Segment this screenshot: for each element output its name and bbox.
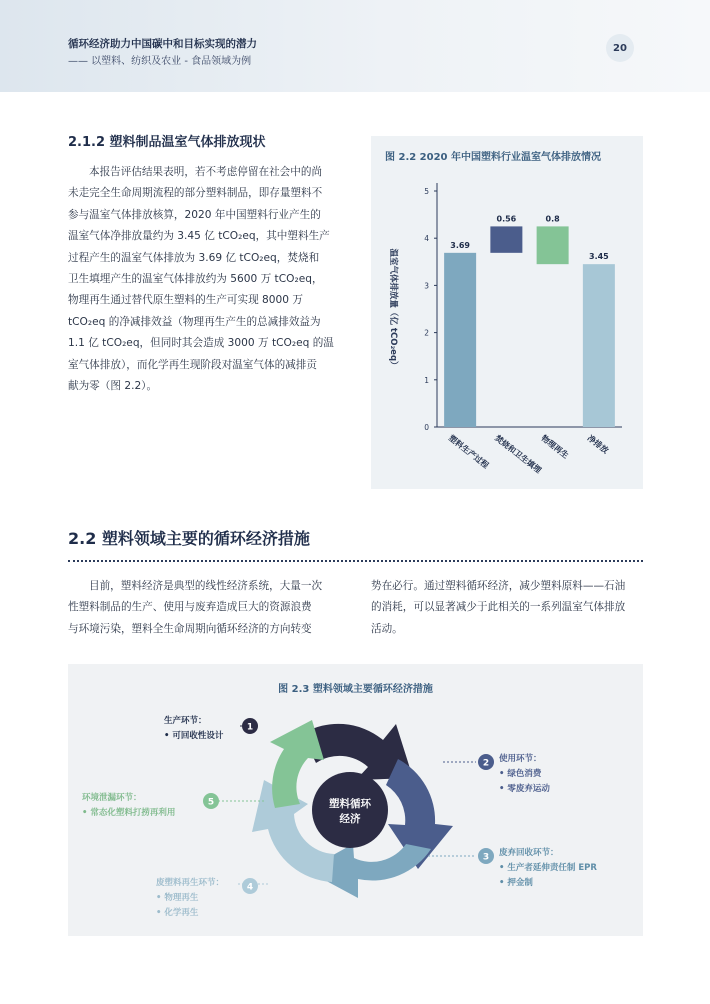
paragraph-line: 性塑料制品的生产、使用与废弃造成巨大的资源浪费 (68, 601, 312, 614)
paragraph-line: 1.1 亿 tCO₂eq，但同时其会造成 3000 万 tCO₂eq 的温 (68, 337, 334, 350)
report-title: 循环经济助力中国碳中和目标实现的潜力 (68, 38, 257, 50)
paragraph-line: 活动。 (371, 622, 403, 635)
cycle-center-circle (312, 772, 388, 848)
paragraph-line: 未走完全生命周期流程的部分塑料制品，即存量塑料不 (68, 187, 323, 200)
stage-4-label: 废塑料再生环节： • 物理再生 • 化学再生 (156, 878, 225, 918)
stage-3-number: 3 (482, 852, 490, 863)
bar-value-label: 0.8 (545, 214, 560, 224)
bar-value-label: 3.69 (450, 240, 470, 250)
y-tick-label: 5 (424, 187, 429, 196)
bar-value-label: 0.56 (496, 214, 517, 224)
paragraph-line: 势在必行。通过塑料循环经济，减少塑料原料——石油 (371, 580, 626, 592)
paragraph-line: 与环境污染，塑料全生命周期向循环经济的方向转变 (68, 622, 312, 635)
paragraph-line: 卫生填埋产生的温室气体排放约为 5600 万 tCO₂eq， (68, 273, 323, 286)
bar-4 (583, 264, 615, 427)
paragraph-line: 物理再生通过替代原生塑料的生产可实现 8000 万 (68, 294, 303, 307)
stage-4-number: 4 (246, 882, 254, 893)
category-label: 焚烧和卫生填埋 (493, 433, 543, 476)
stage-2-number: 2 (482, 758, 490, 769)
stage-3-label: 废弃回收环节： • 生产者延伸责任制 EPR • 押金制 (499, 848, 597, 888)
page-number: 20 (606, 34, 634, 62)
stage-5-label: 环境泄漏环节： • 常态化塑料打捞再利用 (82, 793, 176, 818)
stage-5-number: 5 (207, 797, 215, 808)
paragraph-line: 温室气体净排放量约为 3.45 亿 tCO₂eq，其中塑料生产 (68, 230, 330, 243)
y-tick-label: 4 (424, 234, 429, 244)
cycle-center-label-2: 经济 (339, 813, 361, 825)
bar-1 (444, 253, 476, 427)
cycle-center-label-1: 塑料循环 (329, 798, 371, 810)
y-tick-label: 3 (424, 281, 429, 291)
category-label: 塑料生产过程 (446, 433, 491, 471)
bar-2 (490, 226, 522, 252)
y-tick-label: 0 (424, 423, 429, 432)
stage-1-number: 1 (246, 722, 254, 733)
paragraph-line: 目前，塑料经济是典型的线性经济系统，大量一次 (89, 580, 323, 592)
y-tick-label: 2 (424, 328, 429, 338)
paragraph-line: 参与温室气体排放核算，2020 年中国塑料行业产生的 (68, 208, 321, 221)
section-divider (68, 560, 643, 562)
paragraph-line: 室气体排放），而化学再生现阶段对温室气体的减排贡 (68, 358, 317, 371)
emissions-chart (371, 136, 643, 489)
paragraph-line: 过程产生的温室气体排放为 3.69 亿 tCO₂eq，焚烧和 (68, 251, 320, 264)
figure-2-2-caption: 图 2.2 2020 年中国塑料行业温室气体排放情况 (385, 152, 601, 163)
paragraph-line: 本报告评估结果表明，若不考虑停留在社会中的尚 (89, 166, 323, 178)
paragraph-line: 的消耗，可以显著减少于此相关的一系列温室气体排放 (371, 601, 626, 614)
page-header (0, 0, 710, 92)
paragraph-2-1-2 (68, 162, 348, 397)
figure-2-2 (371, 136, 643, 489)
category-label: 物理再生 (539, 433, 571, 461)
category-label: 净排放 (585, 433, 611, 456)
report-subtitle: —— 以塑料、纺织及农业 - 食品领域为例 (68, 56, 252, 67)
stage-2-label: 使用环节： • 绿色消费 • 零废弃运动 (499, 754, 550, 794)
y-axis-label: 温室气体排放量（亿 tCO₂eq） (388, 248, 398, 370)
figure-2-3 (68, 664, 643, 936)
bar-3 (537, 226, 569, 264)
section-title-2-1-2: 2.1.2 塑料制品温室气体排放现状 (68, 135, 266, 150)
stage-1-label: 生产环节： • 可回收性设计 (164, 716, 224, 741)
section-title-2-2: 2.2 塑料领域主要的循环经济措施 (68, 529, 310, 548)
paragraph-line: tCO₂eq 的净减排效益（物理再生产生的总减排效益为 (68, 315, 321, 328)
y-tick-label: 1 (424, 375, 429, 385)
figure-2-3-caption: 图 2.3 塑料领域主要循环经济措施 (278, 684, 433, 695)
paragraph-2-2-left (68, 576, 348, 640)
paragraph-2-2-right (371, 576, 643, 640)
paragraph-line: 献为零（图 2.2）。 (68, 380, 158, 393)
bar-value-label: 3.45 (589, 252, 609, 262)
